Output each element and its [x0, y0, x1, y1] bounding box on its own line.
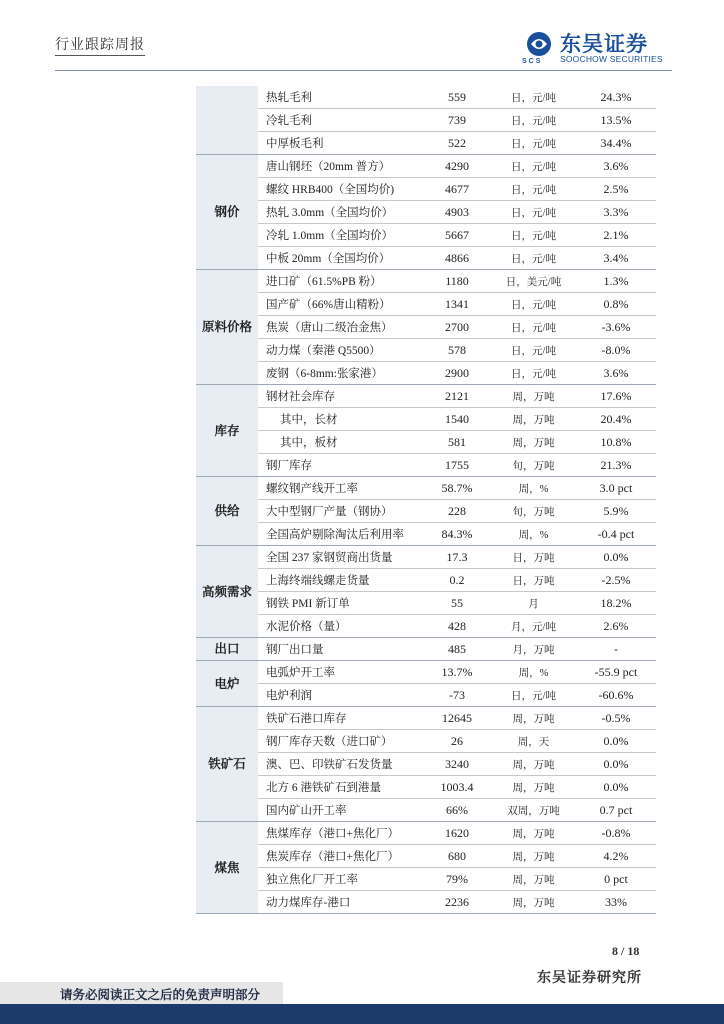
- indicator-name: 焦煤库存（港口+焦化厂）: [258, 822, 423, 845]
- logo-chinese-name: 东吴证券: [560, 32, 648, 56]
- research-institute: 东吴证券研究所: [537, 971, 642, 986]
- table-row: [196, 638, 656, 661]
- indicator-value: 66%: [423, 799, 491, 822]
- indicator-name: 焦炭（唐山二级冶金焦）: [258, 316, 423, 339]
- indicator-value: 84.3%: [423, 523, 491, 546]
- indicator-change: 34.4%: [576, 132, 656, 155]
- category-label: 铁矿石: [196, 707, 258, 822]
- indicator-name: 冷轧毛利: [258, 109, 423, 132]
- table-row: [196, 592, 656, 615]
- indicator-name: 动力煤库存-港口: [258, 891, 423, 914]
- table-row: [196, 661, 656, 684]
- indicator-unit: 月: [491, 592, 576, 615]
- indicator-value: 79%: [423, 868, 491, 891]
- category-label: 库存: [196, 385, 258, 477]
- indicator-name: 热轧毛利: [258, 86, 423, 109]
- table-row: [196, 385, 656, 408]
- table-row: [196, 891, 656, 914]
- indicator-name: 北方 6 港铁矿石到港量: [258, 776, 423, 799]
- indicator-change: 1.3%: [576, 270, 656, 293]
- indicator-change: 10.8%: [576, 431, 656, 454]
- table-row: [196, 155, 656, 178]
- indicator-unit: 日，元/吨: [491, 293, 576, 316]
- table-row: [196, 868, 656, 891]
- indicator-name: 全国高炉剔除淘汰后利用率: [258, 523, 423, 546]
- indicator-unit: 月，万吨: [491, 638, 576, 661]
- indicator-change: 0.0%: [576, 753, 656, 776]
- indicator-value: 2236: [423, 891, 491, 914]
- indicator-value: 4290: [423, 155, 491, 178]
- indicator-value: 581: [423, 431, 491, 454]
- indicator-change: 0.0%: [576, 546, 656, 569]
- table-row: [196, 822, 656, 845]
- indicator-unit: 周，万吨: [491, 868, 576, 891]
- indicator-value: 1341: [423, 293, 491, 316]
- indicator-unit: 日，元/吨: [491, 109, 576, 132]
- footer-bar: [0, 1004, 724, 1024]
- indicator-name: 全国 237 家钢贸商出货量: [258, 546, 423, 569]
- indicator-name: 钢厂库存: [258, 454, 423, 477]
- indicator-value: -73: [423, 684, 491, 707]
- indicator-unit: 日，元/吨: [491, 132, 576, 155]
- table-row: [196, 408, 656, 431]
- indicator-value: 2121: [423, 385, 491, 408]
- indicator-value: 522: [423, 132, 491, 155]
- indicator-unit: 日，元/吨: [491, 86, 576, 109]
- indicator-change: -0.8%: [576, 822, 656, 845]
- category-label: 出口: [196, 638, 258, 661]
- indicator-name: 国产矿（66%唐山精粉）: [258, 293, 423, 316]
- table-row: [196, 270, 656, 293]
- indicator-value: 1620: [423, 822, 491, 845]
- indicator-value: 3240: [423, 753, 491, 776]
- indicator-unit: 周，万吨: [491, 845, 576, 868]
- indicator-value: 12645: [423, 707, 491, 730]
- indicator-name: 电弧炉开工率: [258, 661, 423, 684]
- indicator-change: 2.6%: [576, 615, 656, 638]
- table-row: [196, 293, 656, 316]
- indicator-value: 1755: [423, 454, 491, 477]
- table-row: [196, 431, 656, 454]
- category-label: 高频需求: [196, 546, 258, 638]
- table-row: [196, 178, 656, 201]
- indicator-unit: 周，万吨: [491, 822, 576, 845]
- indicator-unit: 周，%: [491, 477, 576, 500]
- table-row: [196, 776, 656, 799]
- indicator-unit: 日，元/吨: [491, 339, 576, 362]
- indicator-value: 13.7%: [423, 661, 491, 684]
- indicator-change: 3.6%: [576, 155, 656, 178]
- indicator-name: 铁矿石港口库存: [258, 707, 423, 730]
- indicator-change: 0.7 pct: [576, 799, 656, 822]
- indicator-name: 进口矿（61.5%PB 粉）: [258, 270, 423, 293]
- indicator-value: 17.3: [423, 546, 491, 569]
- indicator-value: 578: [423, 339, 491, 362]
- indicator-value: 2900: [423, 362, 491, 385]
- indicator-name: 废钢（6-8mm:张家港）: [258, 362, 423, 385]
- indicator-unit: 周，%: [491, 523, 576, 546]
- indicator-value: 739: [423, 109, 491, 132]
- table-row: [196, 615, 656, 638]
- indicator-change: 20.4%: [576, 408, 656, 431]
- logo-mark-text: SCS: [522, 58, 543, 65]
- indicator-change: 2.5%: [576, 178, 656, 201]
- company-logo: [522, 28, 672, 68]
- indicator-change: -60.6%: [576, 684, 656, 707]
- indicator-value: 428: [423, 615, 491, 638]
- indicator-unit: 日，元/吨: [491, 178, 576, 201]
- logo-english-name: SOOCHOW SECURITIES: [560, 54, 663, 64]
- indicator-unit: 旬，万吨: [491, 500, 576, 523]
- indicator-change: -0.5%: [576, 707, 656, 730]
- indicator-name: 螺纹钢产线开工率: [258, 477, 423, 500]
- indicator-value: 485: [423, 638, 491, 661]
- indicator-change: 3.4%: [576, 247, 656, 270]
- indicator-unit: 周，%: [491, 661, 576, 684]
- indicator-unit: 日，美元/吨: [491, 270, 576, 293]
- indicator-change: 17.6%: [576, 385, 656, 408]
- indicator-name: 电炉利润: [258, 684, 423, 707]
- indicator-name: 国内矿山开工率: [258, 799, 423, 822]
- indicator-unit: 月，元/吨: [491, 615, 576, 638]
- indicator-change: 3.0 pct: [576, 477, 656, 500]
- indicator-unit: 周，万吨: [491, 707, 576, 730]
- category-label: 电炉: [196, 661, 258, 707]
- indicator-name: 焦炭库存（港口+焦化厂）: [258, 845, 423, 868]
- indicator-unit: 双周，万吨: [491, 799, 576, 822]
- category-label: [196, 86, 258, 155]
- indicator-unit: 日，元/吨: [491, 224, 576, 247]
- indicator-name: 其中，长材: [258, 408, 423, 431]
- table-row: [196, 339, 656, 362]
- table-row: [196, 247, 656, 270]
- header-divider: [55, 70, 672, 71]
- indicator-value: 680: [423, 845, 491, 868]
- indicator-change: -3.6%: [576, 316, 656, 339]
- table-row: [196, 684, 656, 707]
- table-row: [196, 454, 656, 477]
- table-row: [196, 500, 656, 523]
- indicator-name: 螺纹 HRB400（全国均价): [258, 178, 423, 201]
- indicator-name: 水泥价格（量）: [258, 615, 423, 638]
- table-row: [196, 109, 656, 132]
- indicator-value: 58.7%: [423, 477, 491, 500]
- indicator-change: -0.4 pct: [576, 523, 656, 546]
- indicator-unit: 周，万吨: [491, 431, 576, 454]
- indicator-change: -8.0%: [576, 339, 656, 362]
- indicator-change: 0.0%: [576, 776, 656, 799]
- table-row: [196, 730, 656, 753]
- table-row: [196, 316, 656, 339]
- indicator-value: 4677: [423, 178, 491, 201]
- indicator-change: 3.3%: [576, 201, 656, 224]
- indicator-unit: 周，万吨: [491, 408, 576, 431]
- indicator-value: 559: [423, 86, 491, 109]
- report-type-label: 行业跟踪周报: [55, 34, 145, 56]
- steel-indicator-table: [196, 86, 656, 914]
- table-row: [196, 799, 656, 822]
- indicator-unit: 旬，万吨: [491, 454, 576, 477]
- indicator-unit: 日，元/吨: [491, 201, 576, 224]
- indicator-name: 钢厂库存天数（进口矿）: [258, 730, 423, 753]
- indicator-name: 钢材社会库存: [258, 385, 423, 408]
- indicator-change: -55.9 pct: [576, 661, 656, 684]
- indicator-name: 其中，板材: [258, 431, 423, 454]
- indicator-unit: 日，元/吨: [491, 247, 576, 270]
- indicator-unit: 日，元/吨: [491, 684, 576, 707]
- table-row: [196, 707, 656, 730]
- indicator-name: 中板 20mm（全国均价）: [258, 247, 423, 270]
- indicator-value: 5667: [423, 224, 491, 247]
- indicator-change: 3.6%: [576, 362, 656, 385]
- indicator-unit: 周，万吨: [491, 776, 576, 799]
- indicator-name: 热轧 3.0mm（全国均价）: [258, 201, 423, 224]
- indicator-value: 4866: [423, 247, 491, 270]
- indicator-unit: 周，天: [491, 730, 576, 753]
- indicator-change: 33%: [576, 891, 656, 914]
- indicator-value: 1180: [423, 270, 491, 293]
- indicator-value: 2700: [423, 316, 491, 339]
- indicator-unit: 日，元/吨: [491, 316, 576, 339]
- table-row: [196, 224, 656, 247]
- disclaimer-text: 请务必阅读正文之后的免责声明部分: [60, 987, 261, 1002]
- indicator-value: 0.2: [423, 569, 491, 592]
- table-row: [196, 201, 656, 224]
- indicator-name: 动力煤（秦港 Q5500）: [258, 339, 423, 362]
- category-label: 钢价: [196, 155, 258, 270]
- indicator-change: 13.5%: [576, 109, 656, 132]
- indicator-change: 21.3%: [576, 454, 656, 477]
- indicator-unit: 周，万吨: [491, 753, 576, 776]
- category-label: 原料价格: [196, 270, 258, 385]
- indicator-name: 钢铁 PMI 新订单: [258, 592, 423, 615]
- table-row: [196, 86, 656, 109]
- indicator-value: 55: [423, 592, 491, 615]
- table-row: [196, 477, 656, 500]
- indicator-unit: 周，万吨: [491, 385, 576, 408]
- table-row: [196, 845, 656, 868]
- indicator-unit: 日，万吨: [491, 569, 576, 592]
- indicator-name: 中厚板毛利: [258, 132, 423, 155]
- indicator-name: 独立焦化厂开工率: [258, 868, 423, 891]
- indicator-change: 0.0%: [576, 730, 656, 753]
- category-label: 煤焦: [196, 822, 258, 914]
- indicator-change: -: [576, 638, 656, 661]
- indicator-change: 18.2%: [576, 592, 656, 615]
- indicator-value: 1540: [423, 408, 491, 431]
- table-row: [196, 753, 656, 776]
- indicator-value: 228: [423, 500, 491, 523]
- indicator-change: 2.1%: [576, 224, 656, 247]
- table-row: [196, 362, 656, 385]
- table-row: [196, 546, 656, 569]
- indicator-change: 0.8%: [576, 293, 656, 316]
- indicator-name: 冷轧 1.0mm（全国均价）: [258, 224, 423, 247]
- indicator-name: 上海终端线螺走货量: [258, 569, 423, 592]
- indicator-name: 大中型钢厂产量（钢协）: [258, 500, 423, 523]
- indicator-value: 1003.4: [423, 776, 491, 799]
- page-number: 8 / 18: [612, 944, 640, 958]
- indicator-name: 唐山钢坯（20mm 普方）: [258, 155, 423, 178]
- indicator-change: 4.2%: [576, 845, 656, 868]
- indicator-value: 4903: [423, 201, 491, 224]
- indicator-change: 0 pct: [576, 868, 656, 891]
- indicator-unit: 日，万吨: [491, 546, 576, 569]
- category-label: 供给: [196, 477, 258, 546]
- indicator-change: -2.5%: [576, 569, 656, 592]
- table-row: [196, 132, 656, 155]
- table-row: [196, 523, 656, 546]
- indicator-name: 澳、巴、印铁矿石发货量: [258, 753, 423, 776]
- indicator-unit: 日，元/吨: [491, 155, 576, 178]
- table-row: [196, 569, 656, 592]
- indicator-change: 5.9%: [576, 500, 656, 523]
- indicator-unit: 日，元/吨: [491, 362, 576, 385]
- indicator-unit: 周，万吨: [491, 891, 576, 914]
- indicator-name: 钢厂出口量: [258, 638, 423, 661]
- indicator-change: 24.3%: [576, 86, 656, 109]
- indicator-value: 26: [423, 730, 491, 753]
